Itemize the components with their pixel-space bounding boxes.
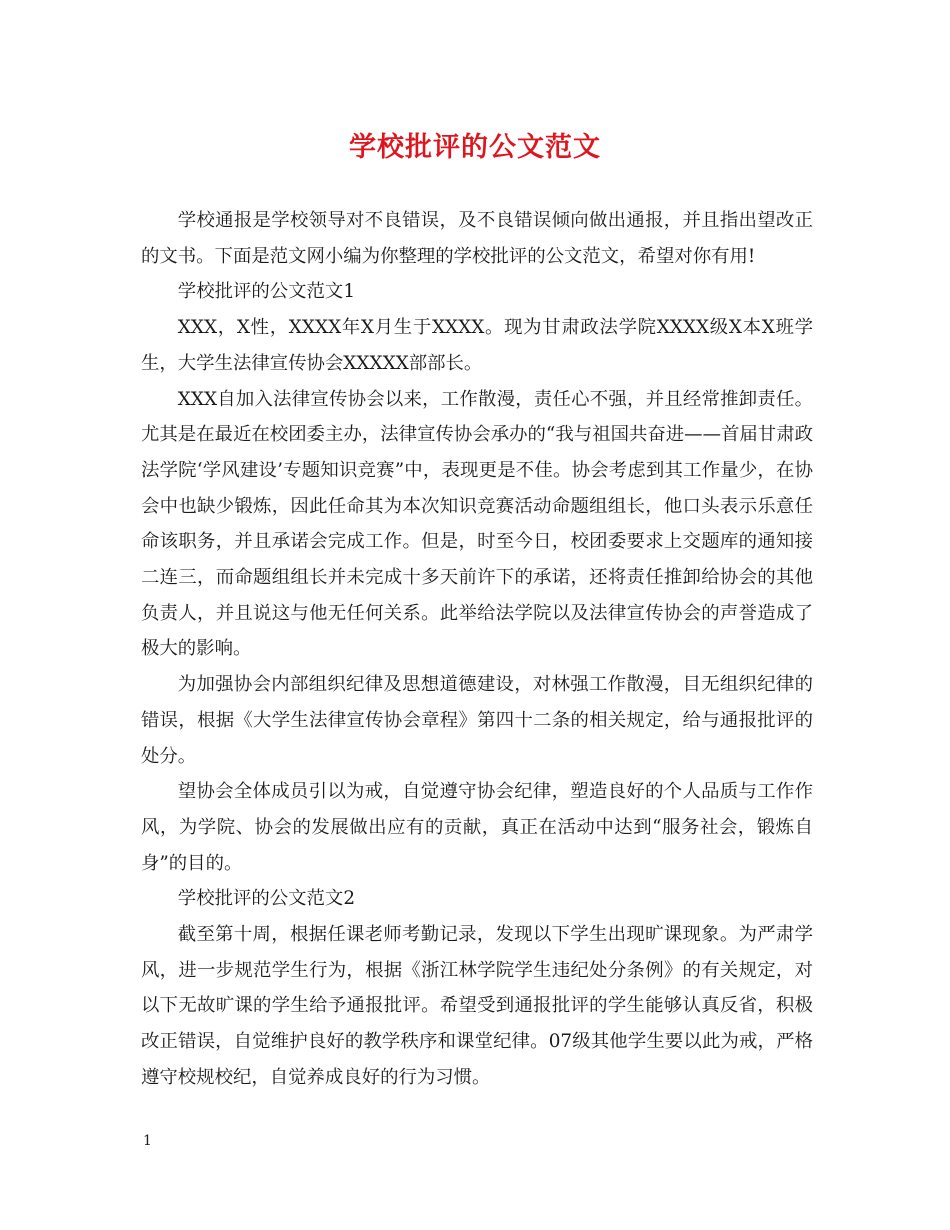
section-heading-2: 学校批评的公文范文2 (177, 888, 356, 910)
paragraph: 望协会全体成员引以为戒，自觉遵守协会纪律，塑造良好的个人品质与工作作风，为学院、协会的发展做出应有的贡献，真正在活动中达到“服务社会，锻炼自身”的目的。 (141, 781, 813, 874)
section-heading-1: 学校批评的公文范文1 (177, 281, 356, 303)
paragraph: XXX，X性，XXXX年X月生于XXXX。现为甘肃政法学院XXXX级X本X班学生，大学生法律宣传协会XXXXX部部长。 (141, 317, 813, 374)
page-number: 1 (143, 1133, 152, 1149)
intro-paragraph: 学校通报是学校领导对不良错误，及不良错误倾向做出通报，并且指出望改正的文书。下面是范文网小编为你整理的学校批评的公文范文，希望对你有用! (141, 210, 813, 267)
paragraph: 为加强协会内部组织纪律及思想道德建设，对林强工作散漫，目无组织纪律的错误，根据《大学生法律宣传协会章程》第四十二条的相关规定，给与通报批评的处分。 (141, 674, 813, 767)
paragraph: 截至第十周，根据任课老师考勤记录，发现以下学生出现旷课现象。为严肃学风，进一步规范学生行为，根据《浙江林学院学生违纪处分条例》的有关规定，对以下无故旷课的学生给予通报批评。希望受到通报批评的学生能够认真反省，积极改正错误，自觉维护良好的教学秩序和课堂纪律。07级其他学生要以此为戒，严格遵守校规校纪，自觉养成良好的行为习惯。 (141, 924, 813, 1088)
document-title: 学校批评的公文范文 (349, 132, 601, 163)
paragraph: XXX自加入法律宣传协会以来，工作散漫，责任心不强，并且经常推卸责任。尤其是在最近在校团委主办，法律宣传协会承办的“我与祖国共奋进——首届甘肃政法学院‘学风建设’专题知识竞赛”中，表现更是不佳。协会考虑到其工作量少，在协会中也缺少锻炼，因此任命其为本次知识竞赛活动命题组组长，他口头表示乐意任命该职务，并且承诺会完成工作。但是，时至今日，校团委要求上交题库的通知接二连三，而命题组组长并未完成十多天前许下的承诺，还将责任推卸给协会的其他负责人，并且说这与他无任何关系。此举给法学院以及法律宣传协会的声誉造成了极大的影响。 (141, 388, 813, 660)
document-body (141, 203, 813, 1096)
